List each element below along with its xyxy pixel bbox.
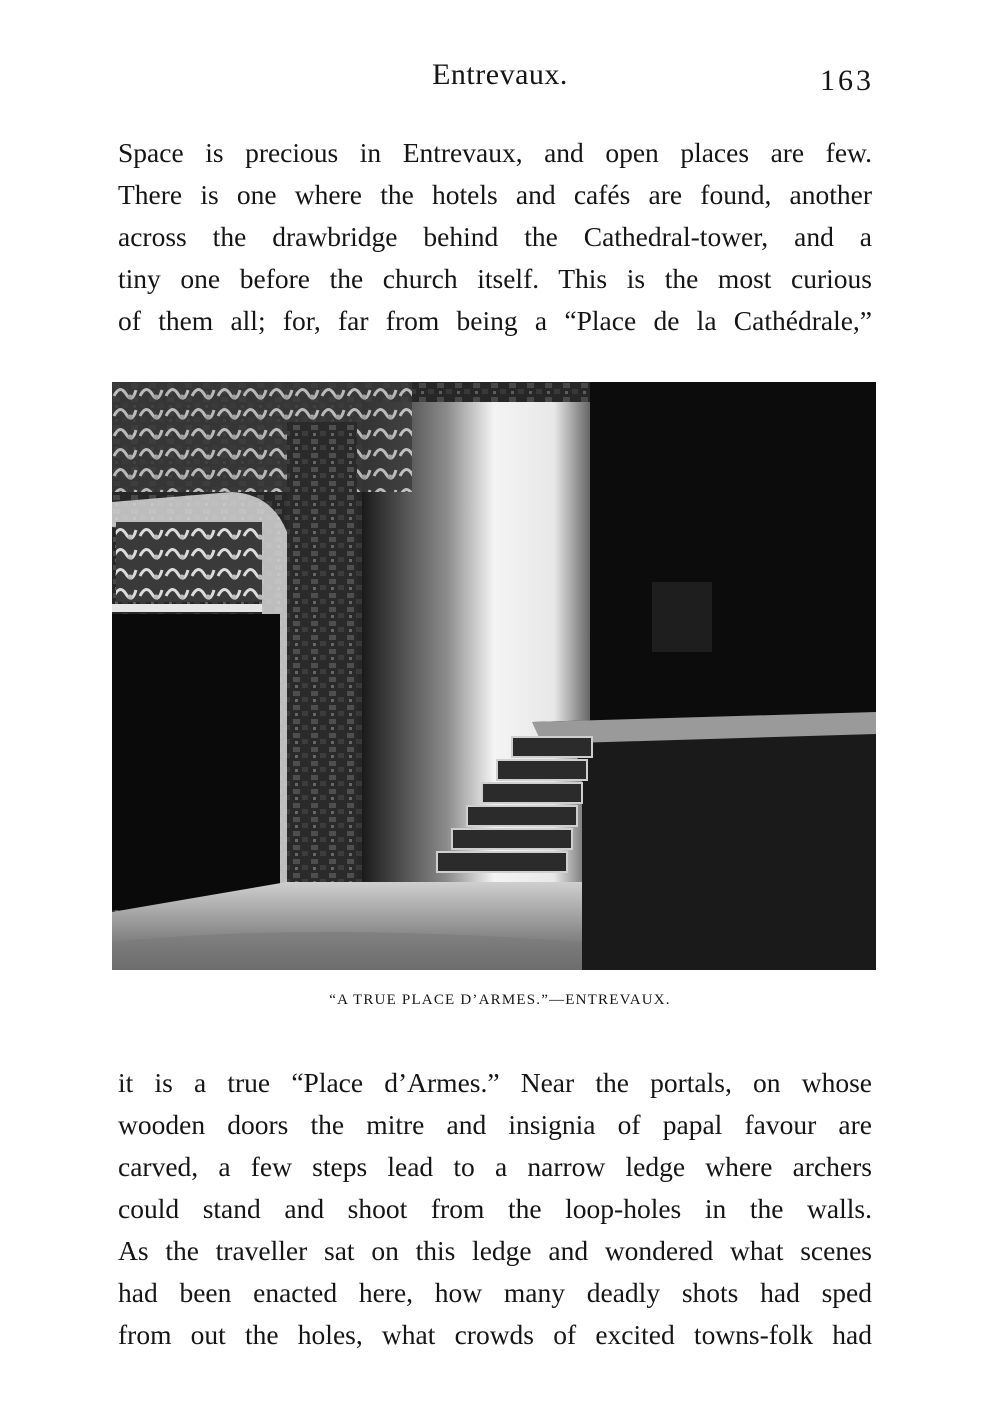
text-line: it is a true “Place d’Armes.” Near the portals, on whose [118, 1067, 872, 1098]
text-line: carved, a few steps lead to a narrow ledge where archers [118, 1151, 872, 1182]
text-line: of them all; for, far from being a “Place de la Cathédrale,” [118, 305, 872, 336]
running-title: Entrevaux. [432, 58, 568, 91]
page-number: 163 [820, 64, 874, 97]
text-line: There is one where the hotels and cafés are found, another [118, 179, 872, 210]
text-line: could stand and shoot from the loop-holes in the walls. [118, 1193, 872, 1224]
text-line: across the drawbridge behind the Cathedral-tower, and a [118, 221, 872, 252]
figure-caption: “A TRUE PLACE D’ARMES.”—ENTREVAUX. [329, 992, 671, 1008]
text-line: Space is precious in Entrevaux, and open places are few. [118, 137, 872, 168]
text-line: from out the holes, what crowds of excited towns-folk had [118, 1319, 872, 1350]
text-line: As the traveller sat on this ledge and wondered what scenes [118, 1235, 872, 1266]
photo-plate [112, 382, 876, 970]
paragraph-bottom [118, 1062, 872, 1356]
text-line: tiny one before the church itself. This is the most curious [118, 263, 872, 294]
photo-illustration [112, 382, 876, 970]
running-head [0, 58, 1000, 98]
text-line: had been enacted here, how many deadly shots had sped [118, 1277, 872, 1308]
text-line: wooden doors the mitre and insignia of papal favour are [118, 1109, 872, 1140]
paragraph-top [118, 132, 872, 342]
